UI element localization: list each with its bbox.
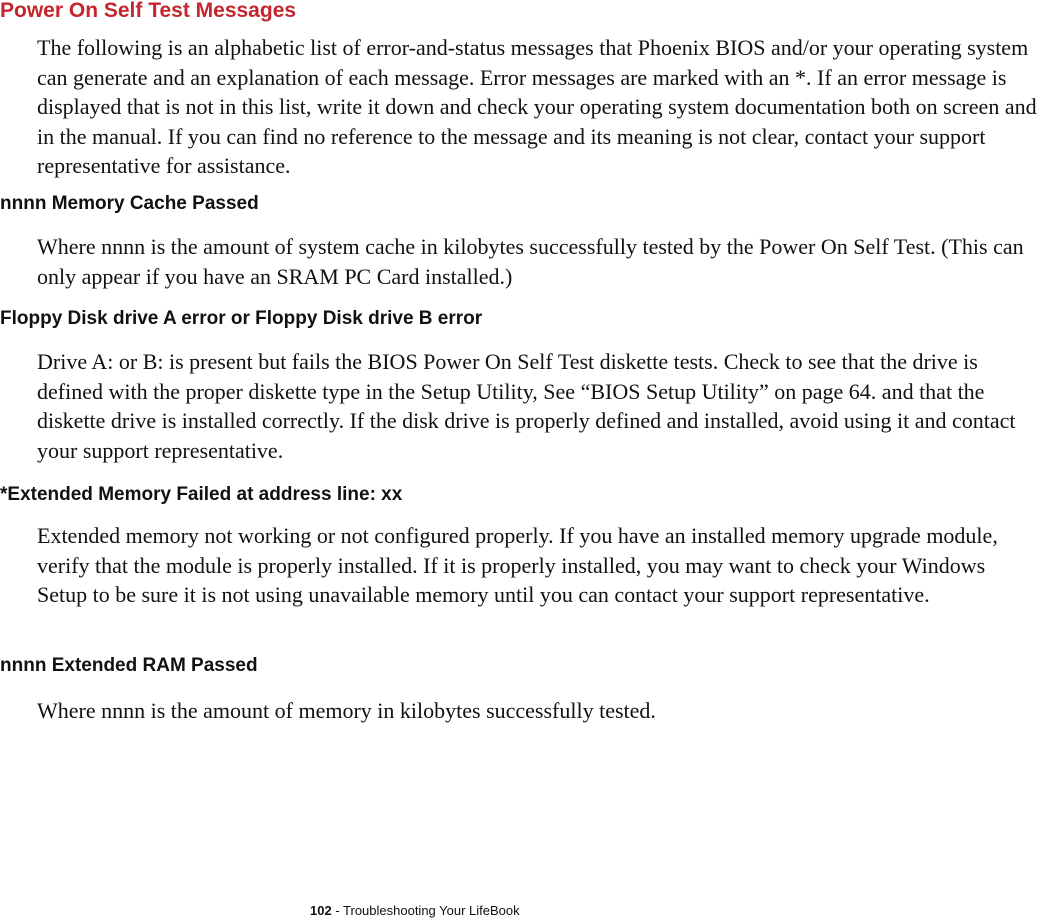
section-title: Power On Self Test Messages bbox=[0, 0, 297, 22]
intro-paragraph: The following is an alphabetic list of error-and-status messages that Phoenix BIOS and/or your operating system can generate and an explanation of each message. Error messages are marked with an *. If an error message is displayed that is not in this list, write it down and check your operating system documentation both on screen and in the manual. If you can find no reference to the message and its meaning is not clear, contact your support representative for assistance. bbox=[37, 35, 1037, 178]
footer-separator: - bbox=[331, 903, 344, 918]
page-footer bbox=[310, 902, 520, 920]
message-description: Where nnnn is the amount of memory in kilobytes successfully tested. bbox=[37, 698, 656, 723]
message-description: Drive A: or B: is present but fails the BIOS Power On Self Test diskette tests. Check to see that the drive is defined with the proper diskette type in the Setup Utility, See “BIOS Setup Utility” on page 64. and that the diskette drive is installed correctly. If the disk drive is properly defined and installed, avoid using it and contact your support representative. bbox=[37, 349, 1016, 463]
message-heading: nnnn Extended RAM Passed bbox=[0, 655, 258, 676]
footer-title: Troubleshooting Your LifeBook bbox=[343, 903, 520, 918]
page-number: 102 bbox=[310, 903, 332, 918]
message-heading: *Extended Memory Failed at address line: xx bbox=[0, 484, 403, 505]
message-heading: Floppy Disk drive A error or Floppy Disk drive B error bbox=[0, 308, 483, 329]
message-heading: nnnn Memory Cache Passed bbox=[0, 193, 259, 214]
message-description: Extended memory not working or not configured properly. If you have an installed memory upgrade module, verify that the module is properly installed. If it is properly installed, you may want to check your Windows Setup to be sure it is not using unavailable memory until you can contact your support representative. bbox=[37, 523, 998, 607]
message-description: Where nnnn is the amount of system cache in kilobytes successfully tested by the Power On Self Test. (This can only appear if you have an SRAM PC Card installed.) bbox=[37, 234, 1024, 289]
